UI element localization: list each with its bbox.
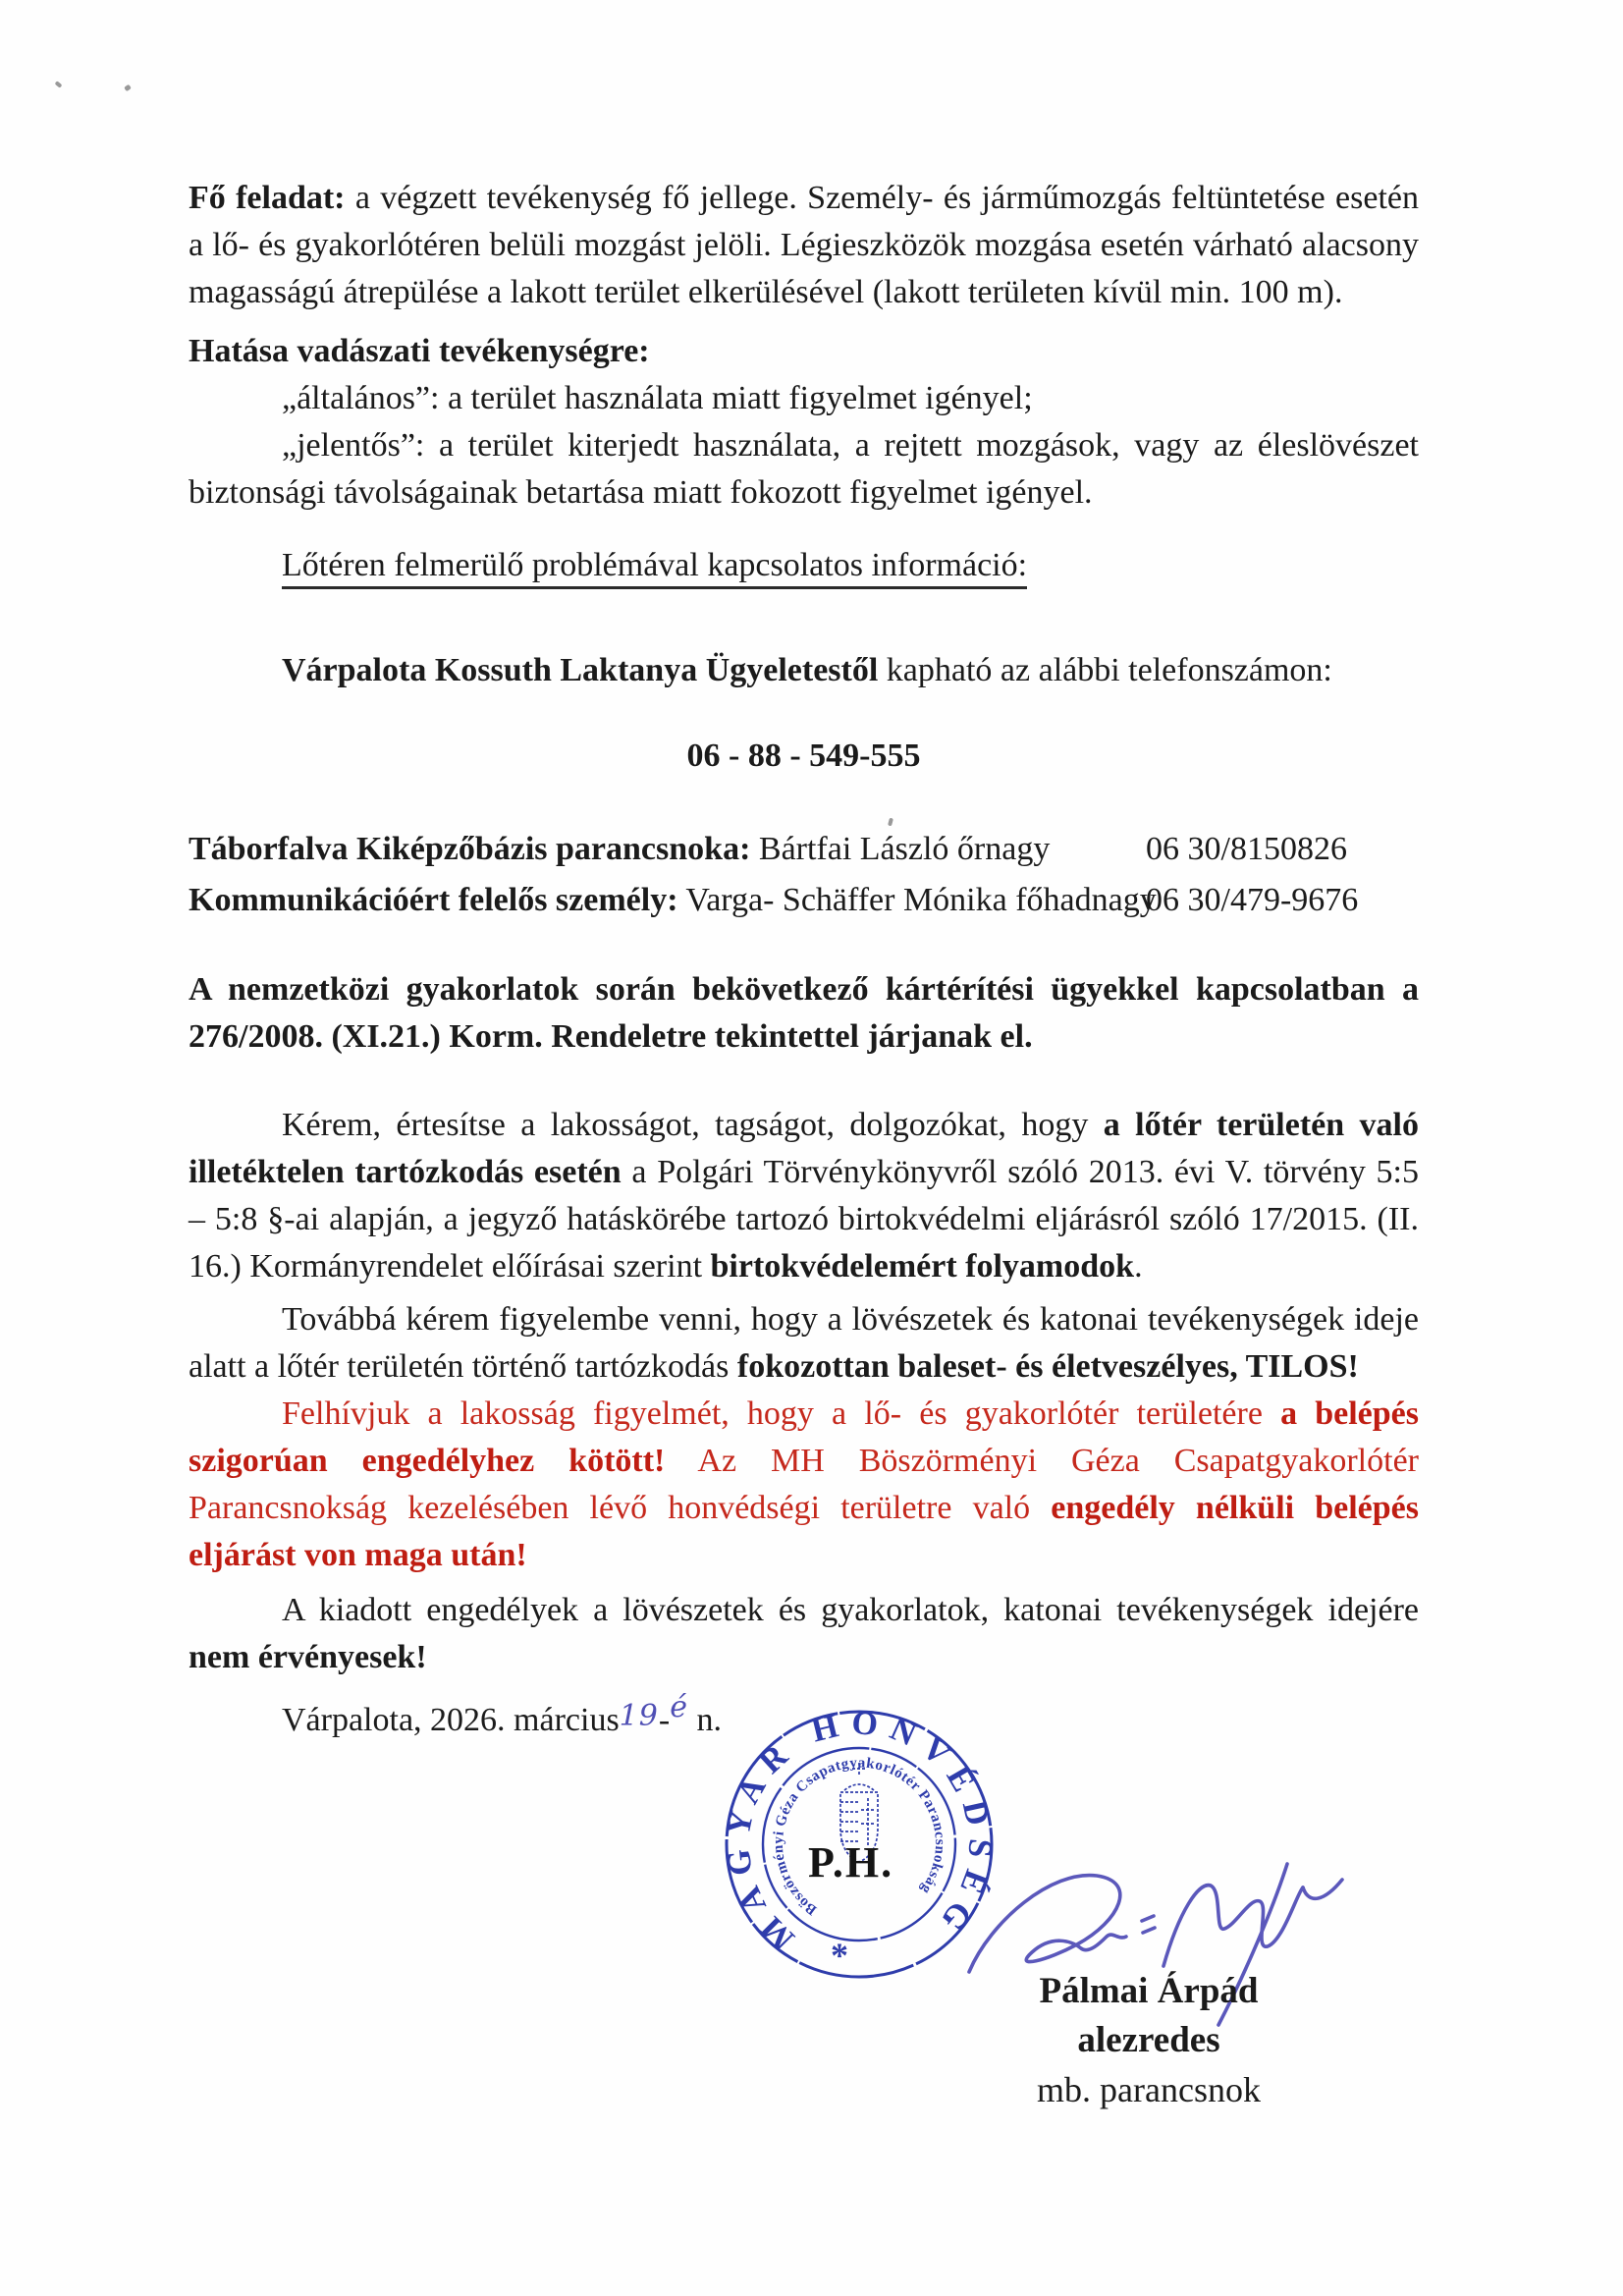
further-bold: fokozottan baleset- és életveszélyes, TILOS! <box>736 1348 1359 1385</box>
info-heading-line <box>282 542 1419 589</box>
hunting-significant-paragraph: „jelentős”: a terület kiterjedt használata, a rejtett mozgások, vagy az éleslövészet biztonsági távolságainak betartása miatt fokozott figyelmet igényel. <box>189 427 1419 511</box>
paragraph-main-task <box>189 175 1419 316</box>
contact-phone: 06 30/8150826 <box>1146 831 1347 867</box>
signature-stroke <box>969 1876 1126 1972</box>
stamp-outer-ring-textpath: MAGYAR HONVÉDSÉG <box>719 1704 999 1957</box>
paragraph-legal-reference: A nemzetközi gyakorlatok során bekövetkező kártérítési ügyekkel kapcsolatban a 276/2008. (XI.21.) Korm. Rendeletre tekintettel járjanak el. <box>189 971 1419 1055</box>
signature-stroke <box>1142 1916 1155 1933</box>
main-task-label: Fő feladat: <box>189 180 346 216</box>
permits-text: A kiadott engedélyek a lövészetek és gyakorlatok, katonai tevékenységek idejére <box>282 1592 1419 1628</box>
ph-seal-label: P.H. <box>808 1838 894 1886</box>
warning-text: Felhívjuk a lakosság figyelmét, hogy a lő- és gyakorlótér területére <box>282 1395 1281 1432</box>
signature-stroke <box>1163 1886 1303 1966</box>
stamp-inner-ring-text <box>771 1755 947 1917</box>
paragraph-further-notice <box>189 1296 1419 1391</box>
hunting-general-line: „általános”: a terület használata miatt figyelmet igényel; <box>282 380 1033 416</box>
contact-row-commander <box>189 824 1419 875</box>
scan-speck <box>55 81 63 88</box>
contacts-block <box>189 824 1419 926</box>
signature-stroke <box>1303 1880 1342 1898</box>
date-printed-prefix: Várpalota, 2026. március <box>282 1702 620 1738</box>
request-text: . <box>1134 1248 1143 1285</box>
permits-bold: nem érvényesek! <box>189 1639 427 1675</box>
request-text: a Polgári Törvénykönyvről szóló 2013. évi V. törvény 5:5 – 5:8 §-ai alapján, a jegyző hatáskörébe tartozó birtokvédelmi eljárásról szóló 17/2015. (II. 16.) Kormányrendelet előírásai szerint <box>189 1154 1419 1285</box>
contact-name: Varga- Schäffer Mónika főhadnagy <box>677 882 1157 918</box>
stamp-inner-ring-textpath: Böszörményi Géza Csapatgyakorlótér Parancsnokság <box>770 1755 948 1918</box>
date-printed-n: n. <box>696 1702 722 1738</box>
date-dash: - <box>658 1702 671 1738</box>
duty-officer-line <box>282 647 1419 694</box>
paragraph-permit-validity <box>189 1587 1419 1681</box>
request-bold: birtokvédelemért folyamodok <box>710 1248 1135 1285</box>
signature-block <box>967 1967 1330 2114</box>
warning-bold: engedély nélküli belépés eljárást von maga után! <box>189 1490 1419 1573</box>
duty-officer-rest: kapható az alábbi telefonszámon: <box>878 652 1332 688</box>
duty-officer-bold: Várpalota Kossuth Laktanya Ügyeletestől <box>282 652 879 688</box>
request-text: Kérem, értesítse a lakosságot, tagságot, dolgozókat, hogy <box>282 1107 1104 1143</box>
scan-speck <box>124 84 132 92</box>
signer-name: Pálmai Árpád alezredes <box>1039 1971 1259 2060</box>
main-phone-number: 06 - 88 - 549-555 <box>686 738 921 774</box>
paragraph-request <box>189 1102 1419 1290</box>
request-bold: a lőtér területén való illetéktelen tartózkodás esetén <box>189 1107 1419 1190</box>
contact-label: Kommunikációért felelős személy: <box>189 882 678 918</box>
contact-name: Bártfai László őrnagy <box>750 831 1051 867</box>
contact-phone: 06 30/479-9676 <box>1146 882 1359 918</box>
stamp-star: * <box>831 1936 848 1975</box>
main-task-text: a végzett tevékenység fő jellege. Személy- és járműmozgás feltüntetése esetén a lő- és gyakorlótéren belüli mozgást jelöli. Légieszközök mozgása esetén várható alacsony magasságú átrepülése a lakott terület elkerülésével (lakott területen kívül min. 100 m). <box>189 180 1419 310</box>
date-handwritten-suffix: é <box>670 1690 688 1724</box>
paragraph-red-warning <box>189 1391 1419 1579</box>
warning-text: Az MH Böszörményi Géza Csapatgyakorlótér Parancsnokság kezelésében lévő honvédségi területre való <box>189 1443 1419 1526</box>
date-handwritten-day: 19 <box>619 1699 659 1733</box>
contact-label: Táborfalva Kiképzőbázis parancsnoka: <box>189 831 751 867</box>
contact-row-communications <box>189 875 1419 926</box>
document-body <box>189 0 1419 1745</box>
signer-title: mb. parancsnok <box>1037 2070 1261 2109</box>
warning-bold: a belépés szigorúan engedélyhez kötött! <box>189 1395 1419 1479</box>
heading-hunting-effect: Hatása vadászati tevékenységre: <box>189 333 650 369</box>
info-heading-underlined: Lőtéren felmerülő problémával kapcsolatos információ: <box>282 547 1027 589</box>
further-text: Továbbá kérem figyelembe venni, hogy a lövészetek és katonai tevékenységek ideje alatt a lőtér területén történő tartózkodás <box>189 1301 1419 1385</box>
